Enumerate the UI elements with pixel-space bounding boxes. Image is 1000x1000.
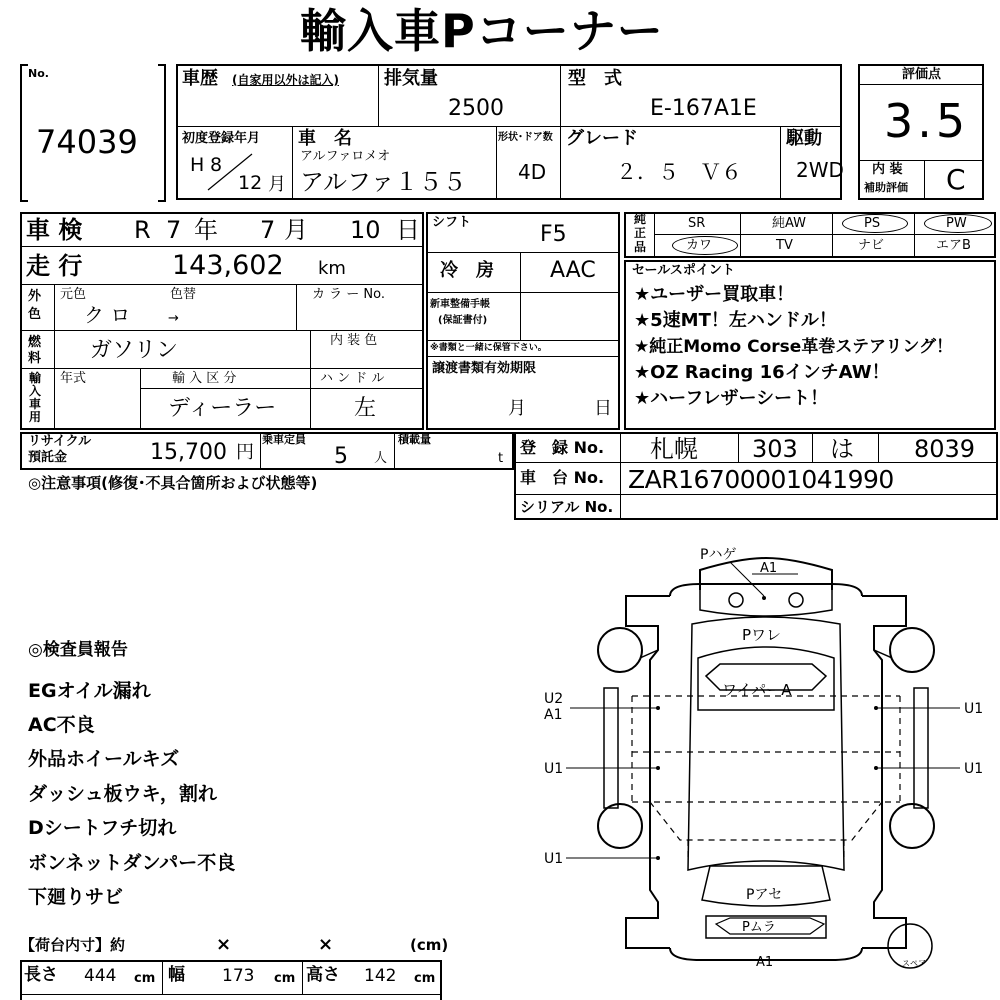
- report-item: Dシートフチ切れ: [28, 817, 177, 839]
- color-orig-value: ク ロ: [84, 303, 131, 327]
- lot-number: 74039: [36, 123, 138, 161]
- cargo-width: 173: [222, 966, 255, 986]
- car-name-label: 車 名: [298, 128, 352, 149]
- cargo-x2: ×: [318, 934, 334, 955]
- import-label-3: 車: [29, 397, 42, 411]
- registration-class: 303: [752, 435, 798, 463]
- equipment-label-1: 純: [634, 212, 647, 226]
- sales-point-5: ★ハーフレザーシート！: [634, 388, 829, 409]
- cargo-length: 444: [84, 966, 117, 986]
- first-reg-year: 8: [210, 154, 223, 176]
- load-unit: t: [498, 451, 504, 466]
- registration-kana: は: [830, 435, 854, 463]
- color-orig-label: 元色: [60, 287, 87, 302]
- ac-label: 冷 房: [440, 260, 494, 281]
- diagram-rear: Pアセ: [746, 887, 783, 903]
- cargo-height-cm: cm: [414, 971, 436, 986]
- fuel-value: ガソリン: [90, 338, 179, 363]
- cargo-height-label: 高さ: [306, 965, 340, 985]
- cargo-label: 【荷台内寸】約: [20, 936, 126, 954]
- manual-label-1: 新車整備手帳: [430, 299, 490, 310]
- cargo-width-cm: cm: [274, 971, 296, 986]
- manual-note: ※書類と一緒に保管下さい。: [430, 343, 547, 353]
- cargo-height: 142: [364, 966, 397, 986]
- color-label-1: 外: [28, 289, 42, 304]
- diagram-left-u1-mid: U1: [544, 761, 564, 777]
- recycle-value: 15,700: [150, 440, 227, 465]
- diagram-bumper: Pムラ: [742, 920, 776, 935]
- lot-box: [20, 64, 166, 198]
- shift-label: シフト: [432, 215, 472, 230]
- report-item: ボンネットダンパー不良: [28, 852, 236, 874]
- car-name-value: アルファ１５５: [300, 168, 467, 196]
- registration-label: 登 録 No.: [520, 438, 605, 457]
- diagram-spare: スペア: [902, 959, 926, 968]
- history-note: (自家用以外は記入): [232, 73, 339, 87]
- capacity-label: 乗車定員: [262, 433, 306, 446]
- inspection-day-unit: 日: [396, 216, 420, 244]
- import-label-4: 用: [29, 410, 42, 424]
- displacement-value: 2500: [448, 96, 504, 121]
- diagram-rear-code: A1: [756, 955, 774, 970]
- manual-label-2: (保証書付): [438, 315, 488, 326]
- diagram-front-top: Pハゲ: [700, 547, 737, 563]
- diagram-front-code: A1: [760, 561, 778, 576]
- equip-ps: PS: [864, 216, 881, 231]
- equipment-label-2: 正: [634, 226, 647, 240]
- notes-title: ◎注意事項(修復･不具合箇所および状態等): [28, 474, 318, 492]
- ac-value: AAC: [550, 258, 596, 283]
- transfer-day-unit: 日: [594, 398, 612, 419]
- first-reg-month: 12: [238, 172, 263, 194]
- sales-points-label: セールスポイント: [632, 263, 735, 278]
- diagram-left-u1-low: U1: [544, 851, 564, 867]
- score-label: 評価点: [902, 67, 942, 82]
- equip-navi: ナビ: [858, 238, 885, 253]
- color-change-label: 色替: [170, 287, 197, 302]
- equip-aw: 純AW: [772, 216, 807, 231]
- equip-pw: PW: [946, 216, 967, 231]
- diagram-left-a1: A1: [544, 707, 563, 723]
- color-change-value: →: [168, 311, 179, 326]
- equip-tv: TV: [776, 238, 793, 253]
- first-reg-label: 初度登録年月: [182, 131, 261, 146]
- interior-label-1: 内 装: [872, 162, 903, 177]
- recycle-label-1: リサイクル: [28, 434, 92, 449]
- inspection-month: 7: [260, 216, 276, 244]
- interior-label-2: 補助評価: [864, 181, 908, 194]
- serial-label: シリアル No.: [520, 498, 614, 516]
- inspection-year-unit: 年: [194, 216, 218, 244]
- registration-city: 札幌: [650, 435, 698, 463]
- sales-point-1: ★ユーザー買取車！: [634, 284, 795, 305]
- equip-sr: SR: [688, 216, 706, 231]
- shift-value: F5: [540, 222, 567, 247]
- color-label-2: 色: [28, 307, 42, 322]
- interior-value: C: [946, 163, 966, 196]
- model-code-value: E-167A1E: [650, 96, 757, 121]
- recycle-label-2: 預託金: [28, 450, 68, 465]
- drive-label: 駆動: [786, 128, 822, 149]
- grade-label: グレード: [566, 128, 638, 149]
- equipment-label-3: 品: [634, 240, 647, 254]
- fuel-label-2: 料: [28, 351, 42, 366]
- inspection-month-unit: 月: [284, 216, 308, 244]
- color-code-label: カ ラ ー No.: [312, 287, 385, 302]
- import-year-label: 年式: [60, 371, 87, 386]
- model-code-label: 型 式: [568, 68, 622, 89]
- mileage-unit: km: [318, 258, 346, 279]
- load-label: 積載量: [398, 433, 431, 446]
- interior-color-label: 内 装 色: [330, 333, 378, 348]
- diagram-right-u1-top: U1: [964, 701, 984, 717]
- inspection-label: 車 検: [26, 216, 83, 244]
- report-title: ◎検査員報告: [28, 640, 128, 660]
- transfer-month-unit: 月: [508, 398, 526, 419]
- shape-doors-value: 4D: [518, 160, 547, 184]
- inspection-era: R: [134, 216, 151, 244]
- first-reg-month-unit: 月: [268, 174, 286, 195]
- import-class-label: 輸 入 区 分: [172, 371, 237, 386]
- cargo-width-label: 幅: [168, 965, 185, 985]
- sales-point-3: ★純正Momo Corse革巻ステアリング！: [634, 337, 953, 357]
- mileage-label: 走 行: [26, 252, 83, 280]
- report-item: 下廻りサビ: [28, 886, 124, 908]
- transfer-label: 譲渡書類有効期限: [432, 361, 537, 376]
- car-damage-diagram: [520, 540, 1000, 980]
- fuel-label-1: 燃: [28, 335, 42, 350]
- displacement-label: 排気量: [384, 68, 438, 89]
- report-item: 外品ホイールキズ: [28, 748, 180, 770]
- cargo-length-label: 長さ: [24, 965, 58, 985]
- import-handle-label: ハ ン ド ル: [320, 371, 385, 386]
- grade-value: ２．５ Ｖ６: [616, 160, 742, 184]
- drive-value: 2WD: [796, 158, 844, 182]
- page-title: 輸入車Pコーナー: [300, 4, 664, 58]
- sales-point-4: ★OZ Racing 16インチAW！: [634, 362, 890, 383]
- import-handle-value: 左: [354, 396, 377, 421]
- report-item: ダッシュ板ウキ，割れ: [28, 783, 217, 805]
- chassis-value: ZAR16700001041990: [628, 465, 894, 494]
- car-name-sub: アルファロメオ: [300, 149, 391, 164]
- lot-label: No.: [28, 67, 49, 80]
- diagram-roof: Pワレ: [742, 626, 782, 644]
- cargo-length-cm: cm: [134, 971, 156, 986]
- registration-number: 8039: [914, 435, 976, 463]
- diagram-wiper: ワイパーA: [722, 681, 792, 699]
- inspection-year: 7: [166, 216, 182, 244]
- chassis-label: 車 台 No.: [520, 468, 605, 487]
- inspection-day: 10: [350, 216, 381, 244]
- score-value: 3.5: [884, 94, 970, 148]
- sales-point-2: ★5速MT！左ハンドル！: [634, 310, 837, 331]
- first-reg-era: H: [190, 154, 205, 176]
- diagram-right-u1-mid: U1: [964, 761, 984, 777]
- diagram-left-u2: U2: [544, 691, 564, 707]
- shape-doors-label: 形状･ドア数: [498, 132, 553, 143]
- history-label: 車歴: [182, 68, 218, 89]
- recycle-unit: 円: [236, 442, 254, 463]
- capacity-unit: 人: [374, 451, 388, 466]
- mileage-value: 143,602: [172, 250, 284, 281]
- report-item: EGオイル漏れ: [28, 680, 151, 702]
- import-label-2: 入: [29, 384, 42, 398]
- cargo-x1: ×: [216, 934, 232, 955]
- import-class-value: ディーラー: [168, 396, 277, 421]
- capacity-value: 5: [334, 444, 348, 469]
- cargo-unit: (cm): [410, 936, 449, 954]
- report-item: AC不良: [28, 714, 95, 736]
- equip-airbag: エアB: [936, 238, 971, 253]
- equip-leather: カワ: [686, 238, 713, 253]
- import-label-1: 輸: [29, 371, 42, 385]
